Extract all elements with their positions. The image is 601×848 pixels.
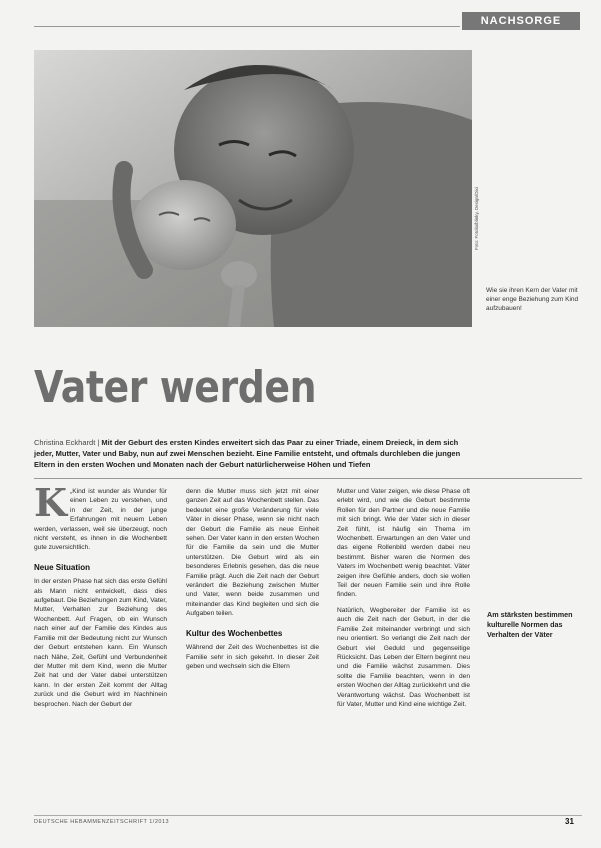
column-1-body: In der ersten Phase hat sich das erste Gefühl als Mann nicht entwickelt, dass dies aufgebaut. Die Beziehungen zum Kind, Vater, Mutter, Verhalten zur Beziehung des Wochenbett. Auf Fragen, ob ein Wunsch nach einer auf der Familie des Kindes aus Familie mit der Bedeutung nicht zur Wunsch der Geburt entstehen kann. Ein Wunsch nach Nähe, Zeit, Gefühl und Verbundenheit der Mutter mit dem Kind, wenn die Mutter Zeit hat und der Vater dabei unterstützen kann. In der ersten Zeit kommt der Alltag zurück und die Geburt wird im Nachhinein besprochen. Nach der Geburt der — [34, 578, 167, 708]
column-3-tail: Natürlich, Wegbereiter der Familie ist es auch die Zeit nach der Geburt, in der die Familie Zeit miteinander verbringt und sich neu orientiert. So verlangt die Zeit nach der Geburt viel Geduld und gegenseitige Rücksicht. Das Leben der Eltern beginnt neu und die Familie wächst zusammen. Dies sollte die Familie beachten, wenn in den ersten Wochen der Alltag zurückkehrt und die Verantwortung wächst. Das Wochenbett ist für Vater, Mutter und Kind eine wichtige Zeit. — [337, 606, 470, 708]
subheading-neue-situation: Neue Situation — [34, 562, 91, 572]
photo-caption: Wie sie ihren Kern der Vater mit einer enge Beziehung zum Kind aufzubauen! — [486, 287, 579, 312]
page-number: 31 — [565, 817, 574, 826]
hero-photo — [34, 50, 472, 327]
article-author: Christina Eckhardt | — [34, 438, 100, 447]
footer-publication: DEUTSCHE HEBAMMENZEITSCHRIFT 1/2013 — [34, 819, 170, 825]
lead-divider — [34, 478, 582, 479]
father-baby-illustration — [34, 50, 472, 327]
footer-rule — [34, 815, 582, 816]
article-lead — [34, 437, 474, 470]
article-title: Vater werden — [34, 362, 317, 413]
header-rule — [34, 26, 460, 27]
intro-paragraph: „Kind ist wunder als Wunder für einen Leben zu verstehen, und in der Zeit, in der junge Erfahrungen mit neuem Leben werden, verlassen, weil sie überzeugt, noch nicht versteht, es ihnen in die Wochenbett gute zuversichtlich. — [34, 488, 167, 552]
section-label: NACHSORGE — [462, 12, 580, 30]
pull-quote: Am stärksten bestimmen kulturelle Normen das Verhalten der Väter — [487, 610, 573, 639]
lead-text: Mit der Geburt des ersten Kindes erweitert sich das Paar zu einer Triade, einem Dreieck, in dem sich jeder, Mutter, Vater und Baby, nun auf zwei Menschen bezieht. Eine Familie entsteht, und oftmals durchleben die jungen Eltern in den ersten Wochen und Monaten nach der Geburt natürlicherweise Höhen und Tiefen — [34, 438, 461, 469]
column-2-tail: Während der Zeit des Wochenbettes ist die Familie sehr in sich gekehrt. In dieser Zeit geben und wechseln sich die Eltern — [186, 644, 319, 670]
column-2 — [186, 487, 319, 671]
column-3 — [337, 487, 470, 709]
subheading-kultur-wochenbett: Kultur des Wochenbettes — [186, 628, 283, 638]
photo-credit: Foto: Fotolia/blinky, Design/Dixi — [474, 187, 479, 250]
column-1 — [34, 480, 167, 709]
column-3-body: Mutter und Vater zeigen, wie diese Phase oft erlebt wird, und wie die Geburt bestimmte Rollen für den Partner und die neue Familie mit sich bringt. Wie der Vater sich in dieser Zeit fühlt, ist häufig ein Thema im Wochenbett. Erwartungen an den Vater und das eigene Rollenbild werden dabei neu bestimmt. Bisher waren die Normen des Vaters im Wochenbett wenig beachtet. Väter zeigen ihre Gefühle anders, doch sie wollen Teil der neuen Familie sein und ihre Rolle finden. — [337, 488, 470, 599]
drop-cap: K — [34, 480, 68, 525]
column-2-body: denn die Mutter muss sich jetzt mit einer ganzen Zeit auf das Wochenbett stellen. Das bedeutet eine große Veränderung für viele Väter in dieser Phase, wenn sie nicht nach der Geburt die Familie als neue Einheit sehen. Der Vater kann in den ersten Wochen für die Familie da sein und die Mutter unterstützen. Die Geburt wird als ein besonderes Erlebnis gesehen, das die neue Familie prägt. Auch die Zeit nach der Geburt verändert die Beziehung zwischen Mutter und Vater, wenn beide zusammen und miteinander das Kind begleiten und sich die Aufgaben teilen. — [186, 488, 319, 618]
